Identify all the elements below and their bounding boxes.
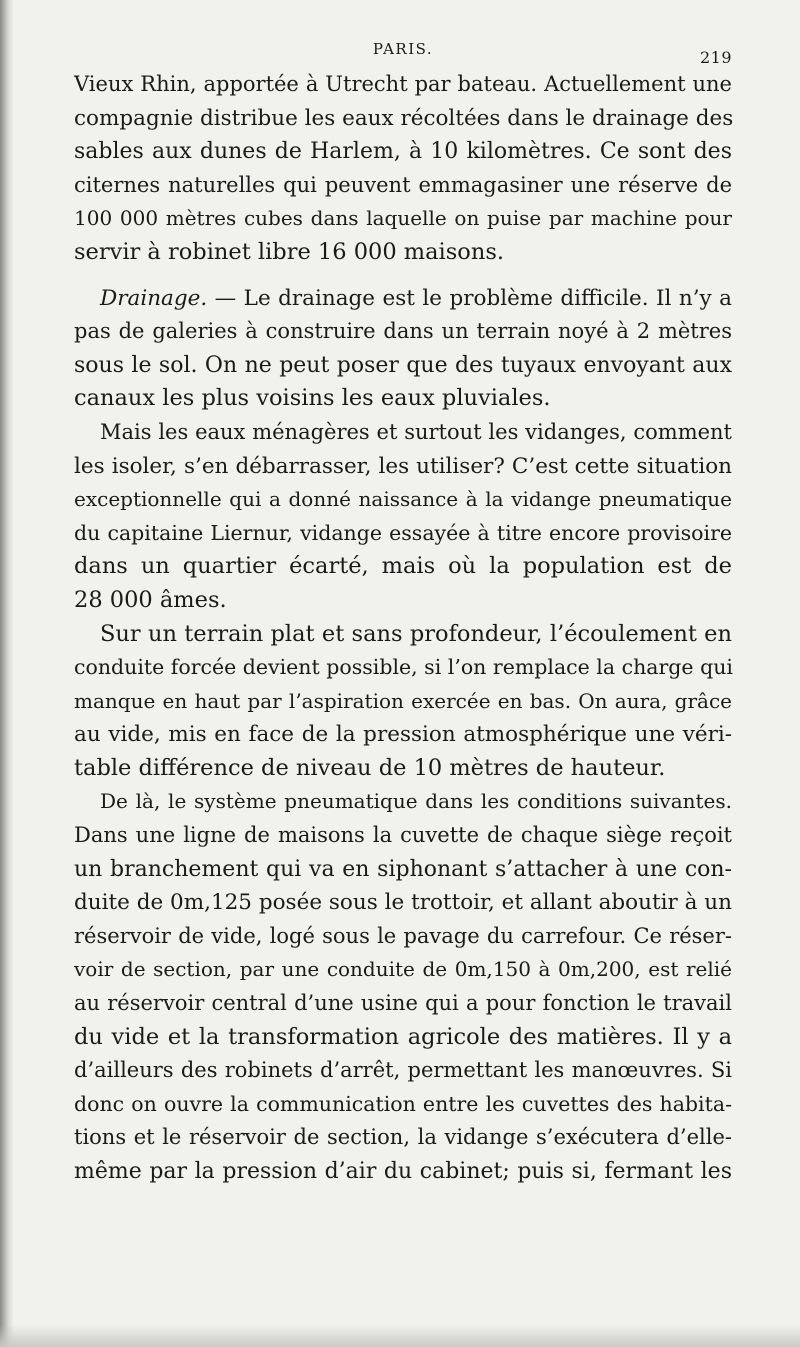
running-title: PARIS. [372, 40, 434, 58]
text-line: même par la pression d’air du cabinet; puis si, fermant les [74, 1159, 732, 1184]
text-run: — Le drainage est le problème difficile. Il n’y a [207, 285, 732, 311]
text-line: duite de 0m,125 posée sous le trottoir, et allant aboutir à un [74, 890, 732, 916]
text-line: compagnie distribue les eaux récoltées dans le drainage des [74, 105, 734, 131]
text-line: 28 000 âmes. [74, 586, 227, 613]
paragraph-1 [74, 68, 732, 270]
text-line: au réservoir central d’une usine qui a pour fonction le travail [74, 991, 732, 1016]
text-line: les isoler, s’en débarrasser, les utiliser? C’est cette situation [74, 453, 732, 479]
text-line: Dans une ligne de maisons la cuvette de chaque siège reçoit [74, 823, 732, 848]
text-line: manque en haut par l’aspiration exercée en bas. On aura, grâce [74, 688, 732, 713]
running-head [74, 34, 732, 68]
text-line: tions et le réservoir de section, la vidange s’exécutera d’elle- [74, 1125, 732, 1150]
text-line [74, 282, 732, 316]
paragraph-3 [74, 416, 732, 618]
text-line: réservoir de vide, logé sous le pavage du carrefour. Ce réser- [74, 923, 732, 948]
text-line: Sur un terrain plat et sans profondeur, l’écoulement en [100, 620, 732, 647]
paragraph-5 [74, 785, 732, 1188]
text-line: d’ailleurs des robinets d’arrêt, permettant les manœuvres. Si [74, 1058, 732, 1083]
paragraph-drainage [74, 282, 732, 416]
text-line: du vide et la transformation agricole des matières. Il y a [74, 1023, 732, 1050]
text-line: voir de section, par une conduite de 0m,150 à 0m,200, est relié [74, 957, 732, 982]
text-line: 100 000 mètres cubes dans laquelle on puise par machine pour [74, 206, 732, 231]
text-line: table différence de niveau de 10 mètres de hauteur. [74, 754, 666, 781]
text-line: servir à robinet libre 16 000 maisons. [74, 238, 505, 265]
page-bottom-shadow [0, 1325, 800, 1347]
text-line: sous le sol. On ne peut poser que des tuyaux envoyant aux [74, 352, 732, 378]
text-line: du capitaine Liernur, vidange essayée à titre encore provisoire [74, 520, 732, 545]
text-line: Mais les eaux ménagères et surtout les vidanges, comment [100, 419, 732, 444]
text-line: au vide, mis en face de la pression atmosphérique une véri- [74, 722, 732, 748]
text-line: un branchement qui va en siphonant s’attacher à une con- [74, 856, 732, 882]
book-page [74, 34, 732, 1189]
text-line: citernes naturelles qui peuvent emmagasiner une réserve de [74, 172, 732, 197]
section-lead: Drainage. [100, 285, 208, 311]
text-line: sables aux dunes de Harlem, à 10 kilomètres. Ce sont des [74, 139, 732, 165]
page-gutter-shadow [0, 0, 14, 1347]
text-line: conduite forcée devient possible, si l’on remplace la charge qui [74, 655, 733, 680]
text-line: dans un quartier écarté, mais où la population est de [74, 553, 732, 580]
page-number: 219 [699, 48, 732, 67]
text-line: donc on ouvre la communication entre les cuvettes des habita- [74, 1091, 732, 1116]
text-line: canaux les plus voisins les eaux pluviales. [74, 385, 551, 412]
body-text [74, 68, 732, 1189]
text-line: pas de galeries à construire dans un terrain noyé à 2 mètres [74, 319, 732, 344]
text-line: De là, le système pneumatique dans les conditions suivantes. [100, 789, 732, 814]
text-line: exceptionnelle qui a donné naissance à la vidange pneumatique [74, 487, 732, 512]
paragraph-4 [74, 618, 732, 786]
text-line: Vieux Rhin, apportée à Utrecht par bateau. Actuellement une [74, 72, 732, 96]
